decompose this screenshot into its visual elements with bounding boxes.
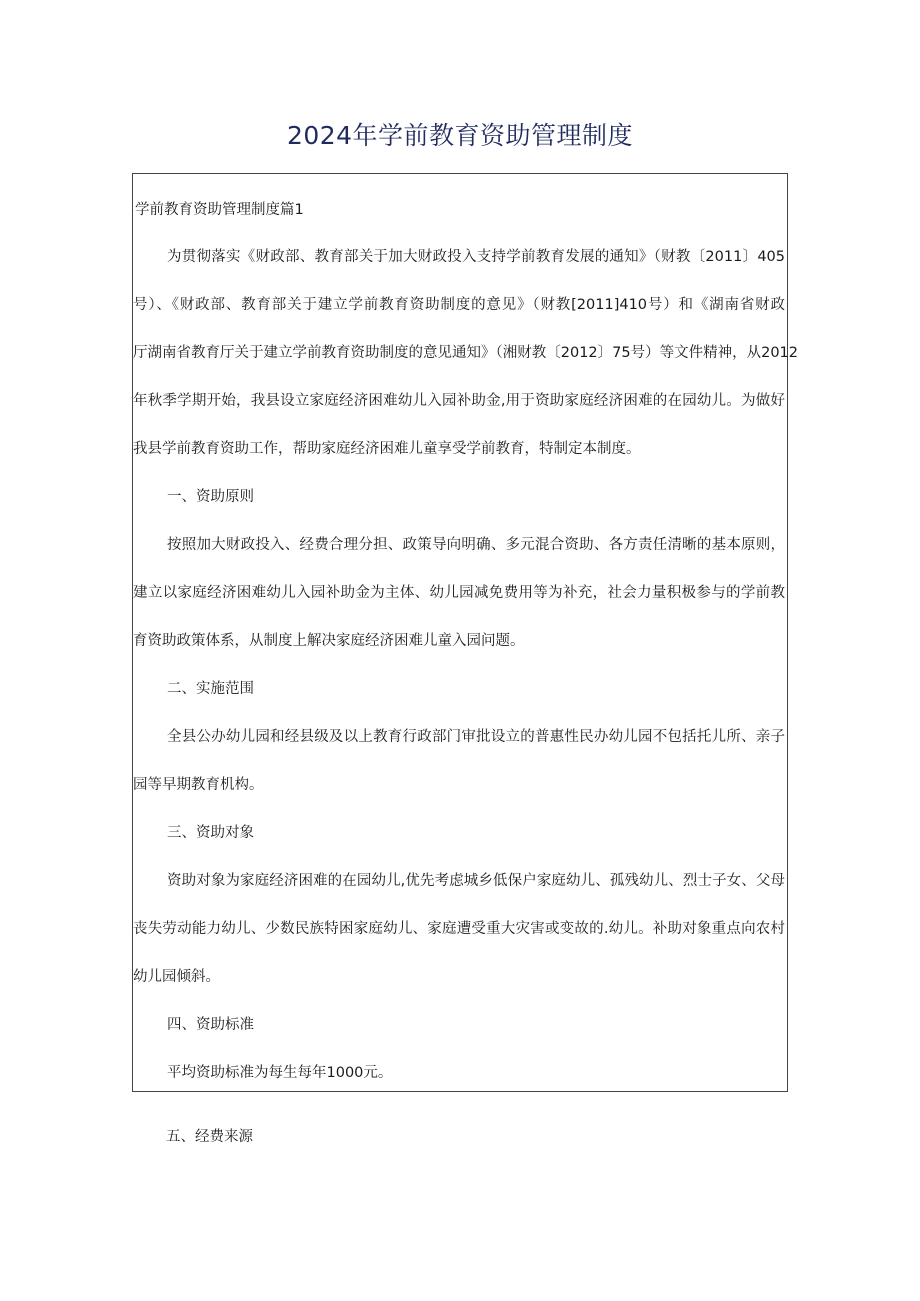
paragraph-line: 丧失劳动能力幼儿、少数民族特困家庭幼儿、家庭遭受重大灾害或变故的.幼儿。补助对象重点向农村 [133,921,785,937]
paragraph-line: 幼儿园倾斜。 [133,969,220,985]
paragraph-line: 建立以家庭经济困难幼儿入园补助金为主体、幼儿园减免费用等为补充，社会力量积极参与的学前教 [133,585,785,601]
paragraph-line: 我县学前教育资助工作，帮助家庭经济困难儿童享受学前教育，特制定本制度。 [133,441,641,457]
section-heading: 学前教育资助管理制度篇1 [135,202,304,218]
heading-standard: 四、资助标准 [167,1017,254,1033]
heading-principles: 一、资助原则 [167,489,254,505]
paragraph-line: 厅湖南省教育厅关于建立学前教育资助制度的意见通知》（湘财教〔2012〕75号）等文件精神，从2012 [133,345,798,361]
document-title: 2024年学前教育资助管理制度 [286,121,634,150]
heading-scope: 二、实施范围 [167,681,254,697]
heading-targets: 三、资助对象 [167,825,254,841]
paragraph-line: 年秋季学期开始，我县设立家庭经济困难幼儿入园补助金,用于资助家庭经济困难的在园幼儿。为做好 [133,393,785,409]
paragraph-line: 号）、《财政部、教育部关于建立学前教育资助制度的意见》（财教[2011]410号）和《湖南省财政 [133,297,785,313]
paragraph-line: 园等早期教育机构。 [133,777,264,793]
paragraph-line: 为贯彻落实《财政部、教育部关于加大财政投入支持学前教育发展的通知》（财教〔2011〕405 [167,249,785,265]
paragraph-line: 全县公办幼儿园和经县级及以上教育行政部门审批设立的普惠性民办幼儿园不包括托儿所、亲子 [167,729,785,745]
paragraph-line: 平均资助标准为每生每年1000元。 [167,1065,393,1081]
paragraph-line: 资助对象为家庭经济困难的在园幼儿,优先考虑城乡低保户家庭幼儿、孤残幼儿、烈士子女、父母 [167,873,785,889]
paragraph-line: 育资助政策体系，从制度上解决家庭经济困难儿童入园问题。 [133,633,525,649]
content-box [132,173,798,1092]
paragraph-line: 按照加大财政投入、经费合理分担、政策导向明确、多元混合资助、各方责任清晰的基本原则， [167,537,785,553]
heading-funding-source: 五、经费来源 [166,1129,253,1145]
